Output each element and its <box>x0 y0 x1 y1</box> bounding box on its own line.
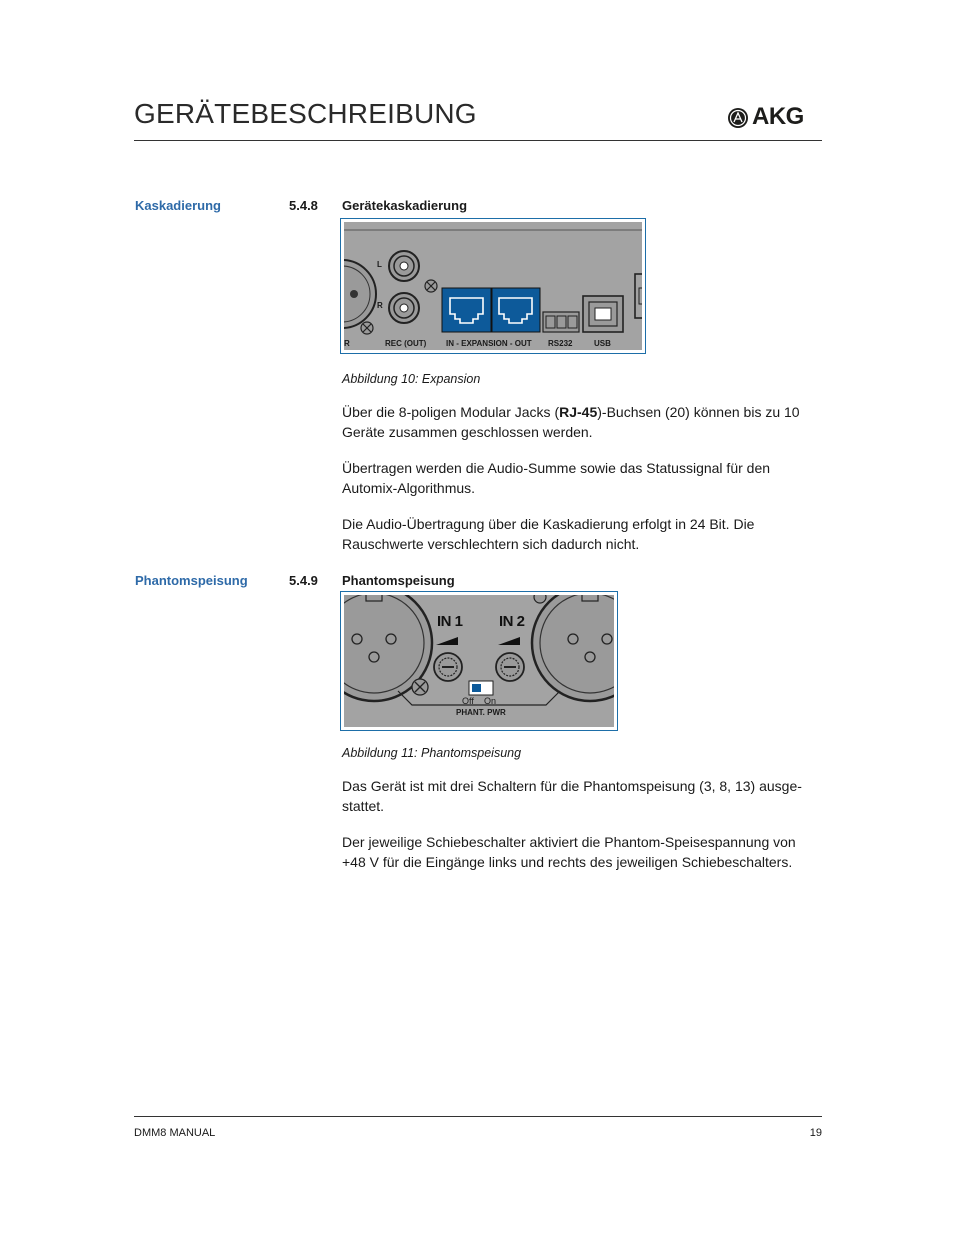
brand-logo-text: AKG <box>752 103 804 130</box>
expansion-panel <box>344 222 642 350</box>
jack-label-l: L <box>377 260 382 269</box>
expansion-figure <box>340 218 646 354</box>
paragraph-text: )-Buchsen (20) können bis zu 10 Geräte zusammen geschlossen werden. <box>342 404 800 440</box>
expansion-panel-drawing <box>344 222 642 350</box>
footer-manual-name: DMM8 MANUAL <box>134 1127 216 1139</box>
paragraph-bold-term: RJ-45 <box>559 404 598 420</box>
section-title: Phantomspeisung <box>342 573 455 588</box>
section-number: 5.4.9 <box>289 573 318 588</box>
side-label-phantomspeisung: Phantomspeisung <box>135 573 248 588</box>
label-expansion: IN - EXPANSION - OUT <box>446 339 532 348</box>
section-title: Gerätekaskadierung <box>342 198 468 213</box>
input-label-in2: IN 2 <box>499 613 525 630</box>
switch-label-off: Off <box>462 696 474 706</box>
footer-rule <box>134 1116 822 1117</box>
paragraph: Die Audio-Übertragung über die Kaskadierung erfolgt in 24 Bit. Die Rauschwerte verschlechtern sich dadurch nicht. <box>342 516 755 552</box>
paragraph: Der jeweilige Schiebeschalter aktiviert die Phantom-Speisespannung von +48 V für die Eingänge links und rechts des jeweiligen Schiebeschalters. <box>342 834 796 870</box>
phantom-figure <box>340 591 618 731</box>
paragraph-text: Über die 8-poligen Modular Jacks ( <box>342 404 560 420</box>
akg-emblem-icon <box>727 107 749 129</box>
section-number: 5.4.8 <box>289 198 318 213</box>
edge-label-r: R <box>344 339 350 348</box>
label-phant-pwr: PHANT. PWR <box>456 708 506 717</box>
side-label-kaskadierung: Kaskadierung <box>135 198 221 213</box>
switch-label-on: On <box>484 696 497 706</box>
header-rule <box>134 140 822 141</box>
paragraph: Übertragen werden die Audio-Summe sowie das Statussignal für den Automix-Algorithmus. <box>342 460 771 496</box>
page-title: GERÄTEBESCHREIBUNG <box>134 98 477 129</box>
page-number: 19 <box>809 1127 822 1139</box>
input-label-in1: IN 1 <box>437 613 463 630</box>
jack-label-r: R <box>377 301 383 310</box>
label-usb: USB <box>594 339 611 348</box>
label-rec-out: REC (OUT) <box>385 339 427 348</box>
akg-logo <box>727 105 823 131</box>
figure-caption: Abbildung 11: Phantomspeisung <box>342 746 522 760</box>
figure-caption: Abbildung 10: Expansion <box>342 372 481 386</box>
paragraph <box>342 402 812 442</box>
phantom-panel <box>344 595 614 727</box>
paragraph: Das Gerät ist mit drei Schaltern für die Phantomspeisung (3, 8, 13) ausge-stattet. <box>342 778 802 814</box>
label-rs232: RS232 <box>548 339 573 348</box>
